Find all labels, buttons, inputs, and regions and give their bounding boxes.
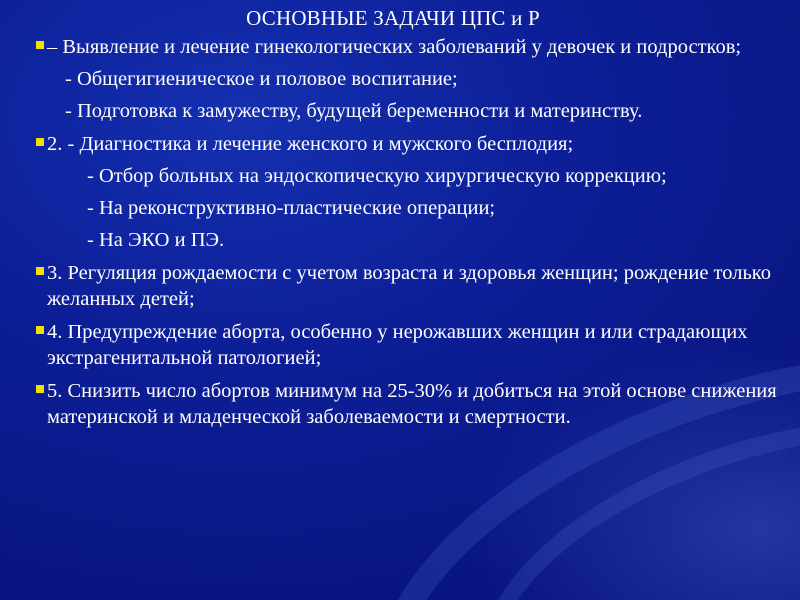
list-subitem xyxy=(37,163,789,189)
square-bullet-icon xyxy=(36,326,44,334)
list-item-text: 3. Регуляция рождаемости с учетом возраста и здоровья женщин; рождение только желанных детей; xyxy=(47,262,771,310)
square-bullet-icon xyxy=(36,385,44,393)
square-bullet-icon xyxy=(36,41,44,49)
list-item-text: 5. Снизить число абортов минимум на 25-30% и добиться на этой основе снижения материнской и младенческой заболеваемости и смертности. xyxy=(47,380,777,428)
list-item-5 xyxy=(37,378,789,430)
list-item-1 xyxy=(37,34,789,60)
list-item-4 xyxy=(37,319,789,371)
slide-title: ОСНОВНЫЕ ЗАДАЧИ ЦПС и Р xyxy=(246,6,540,30)
list-subitem-text: - Подготовка к замужеству, будущей беременности и материнству. xyxy=(65,100,643,122)
list-subitem xyxy=(37,98,789,124)
square-bullet-icon xyxy=(36,138,44,146)
list-item-text: – Выявление и лечение гинекологических заболеваний у девочек и подростков; xyxy=(47,36,742,58)
square-bullet-icon xyxy=(36,267,44,275)
list-subitem: - На реконструктивно-пластические операции; xyxy=(87,197,496,219)
slide-content xyxy=(37,4,789,430)
list-item-2 xyxy=(37,131,789,157)
list-subitem: - На ЭКО и ПЭ. xyxy=(87,229,225,251)
list-subitem: - Общегигиеническое и половое воспитание; xyxy=(65,68,458,90)
list-subitem-text: - Отбор больных на эндоскопическую хирургическую коррекцию; xyxy=(87,165,667,187)
list-item-3 xyxy=(37,260,789,312)
list-item-text: 2. - Диагностика и лечение женского и мужского бесплодия; xyxy=(47,133,574,155)
list-item-text: 4. Предупреждение аборта, особенно у нерожавших женщин и или страдающих экстрагенитальной патологией; xyxy=(47,321,748,369)
